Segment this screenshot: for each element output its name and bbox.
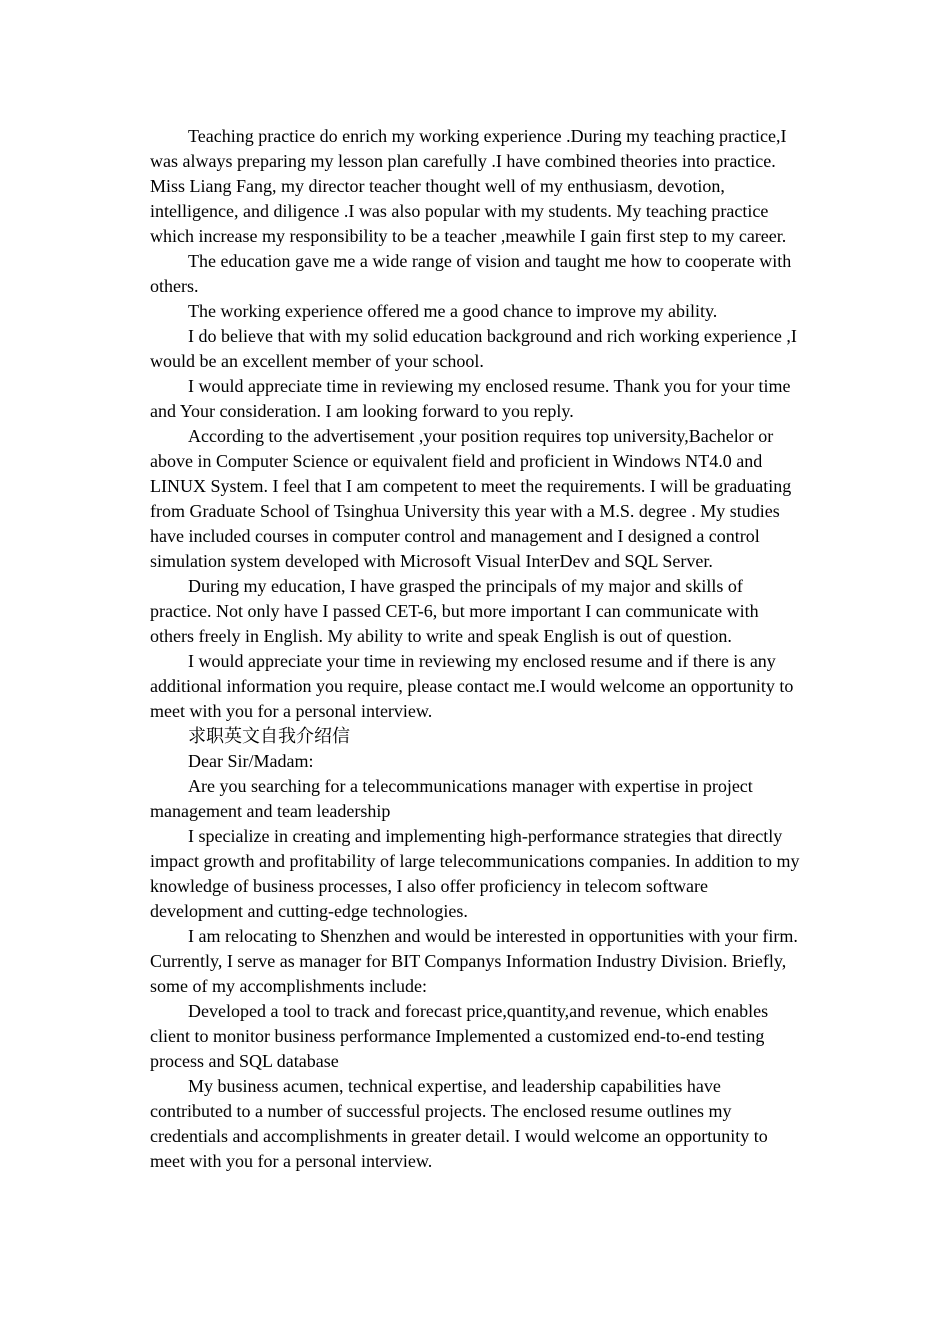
paragraph-relocating: I am relocating to Shenzhen and would be interested in opportunities with your firm. Currently, I serve as manager for BIT Companys Information Industry Division. Briefly, some of my accomplishments include: bbox=[150, 926, 798, 996]
paragraph-working-experience: The working experience offered me a good chance to improve my ability. bbox=[188, 301, 718, 321]
paragraph-teaching-practice: Teaching practice do enrich my working experience .During my teaching practice,I was always preparing my lesson plan carefully .I have combined theories into practice. Miss Liang Fang, my director teacher thought well of my enthusiasm, devotion, intelligence, and diligence .I was also popular with my students. My teaching practice which increase my responsibility to be a teacher ,meawhile I gain first step to my career. bbox=[150, 126, 787, 246]
paragraph-advertisement: According to the advertisement ,your position requires top university,Bachelor or above in Computer Science or equivalent field and proficient in Windows NT4.0 and LINUX System. I feel that I am competent to meet the requirements. I will be graduating from Graduate School of Tsinghua University this year with a M.S. degree . My studies have included courses in computer control and management and I designed a control simulation system developed with Microsoft Visual InterDev and SQL Server. bbox=[150, 426, 792, 571]
paragraph-education-vision: The education gave me a wide range of vision and taught me how to cooperate with others. bbox=[150, 251, 792, 296]
paragraph-appreciate-time: I would appreciate time in reviewing my enclosed resume. Thank you for your time and Your consideration. I am looking forward to you reply. bbox=[150, 376, 791, 421]
paragraph-developed-tool: Developed a tool to track and forecast price,quantity,and revenue, which enables client to monitor business performance Implemented a customized end-to-end testing process and SQL database bbox=[150, 1001, 769, 1071]
paragraph-business-acumen: My business acumen, technical expertise, and leadership capabilities have contributed to a number of successful projects. The enclosed resume outlines my credentials and accomplishments in greater detail. I would welcome an opportunity to meet with you for a personal interview. bbox=[150, 1076, 768, 1171]
document-page bbox=[150, 124, 802, 1174]
paragraph-specialize: I specialize in creating and implementing high-performance strategies that directly impact growth and profitability of large telecommunications companies. In addition to my knowledge of business processes, I also offer proficiency in telecom software development and cutting-edge technologies. bbox=[150, 826, 800, 921]
salutation: Dear Sir/Madam: bbox=[188, 751, 314, 771]
paragraph-during-education: During my education, I have grasped the principals of my major and skills of practice. Not only have I passed CET-6, but more important I can communicate with others freely in English. My ability to write and speak English is out of question. bbox=[150, 576, 759, 646]
paragraph-searching-manager: Are you searching for a telecommunications manager with expertise in project management and team leadership bbox=[150, 776, 753, 821]
paragraph-reviewing-resume: I would appreciate your time in reviewing my enclosed resume and if there is any additional information you require, please contact me.I would welcome an opportunity to meet with you for a personal interview. bbox=[150, 651, 794, 721]
paragraph-solid-background: I do believe that with my solid education background and rich working experience ,I would be an excellent member of your school. bbox=[150, 326, 797, 371]
section-heading-chinese: 求职英文自我介绍信 bbox=[188, 726, 350, 746]
